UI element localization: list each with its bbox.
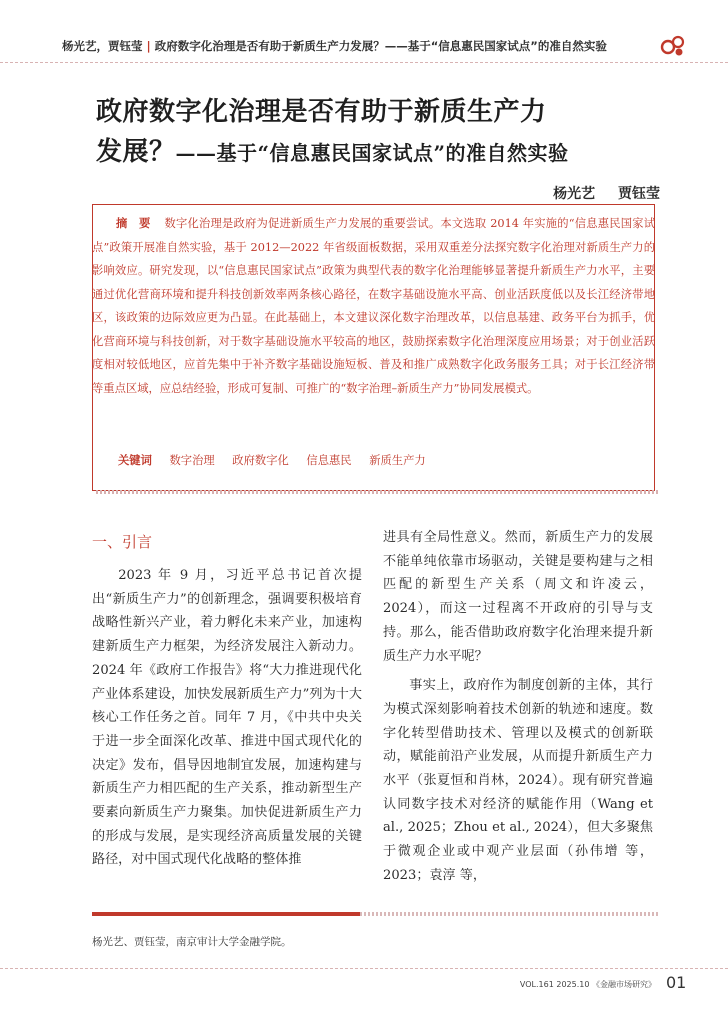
abstract: [92, 212, 655, 400]
divider-accent: [92, 912, 360, 916]
header-authors: 杨光艺，贾钰莹: [62, 39, 143, 53]
author-affiliation: 杨光艺、贾钰莹，南京审计大学金融学院。: [92, 936, 292, 948]
keywords: [118, 452, 440, 468]
running-header: [62, 38, 662, 54]
footnote-divider: [92, 912, 660, 916]
paragraph: 进具有全局性意义。然而，新质生产力的发展不能单纯依靠市场驱动，关键是要构建与之相匹配的新型生产关系（周文和许凌云，2024），而这一过程离不开政府的引导与支持。那么，能否借助政府数字化治理来提升新质生产力水平呢？: [383, 530, 653, 664]
header-rule: [0, 62, 728, 63]
abstract-frame-shadow: [96, 490, 658, 494]
paper-title: [96, 92, 696, 173]
abstract-body: 数字化治理是政府为促进新质生产力发展的重要尝试。本文选取 2014 年实施的“信息惠民国家试点”政策开展准自然实验，基于 2012—2022 年省级面板数据，采用双重差分法探究数字化治理对新质生产力的影响效应。研究发现，以“信息惠民国家试点”政策为典型代表的数字化治理能够显著提升新质生产力水平，主要通过优化营商环境和提升科技创新效率两条核心路径，在数字基础设施水平高、创业活跃度低以及长江经济带地区，该政策的边际效应更为凸显。在此基础上，本文建议深化数字治理改革，以信息基建、政务平台为抓手，优化营商环境与科技创新，对于数字基础设施水平较高的地区，鼓励探索数字化治理深度应用场景；对于创业活跃度相对较低地区，应首先集中于补齐数字基础设施短板、普及和推广成熟数字化政务服务工具；对于长江经济带等重点区域，应总结经验，形成可复制、可推广的“数字治理–新质生产力”协同发展模式。: [92, 217, 655, 395]
journal-footer: VOL.161 2025.10 《金融市场研究》: [519, 980, 656, 989]
author-list: [535, 183, 660, 203]
keyword: 数字治理: [169, 454, 215, 467]
keyword: 政府数字化: [232, 454, 289, 467]
section-heading-introduction: 一、引言: [92, 533, 153, 551]
keywords-label: 关键词: [118, 453, 152, 467]
title-subtitle: ——基于“信息惠民国家试点”的准自然实验: [175, 141, 569, 165]
author-name: 贾钰莹: [618, 186, 660, 202]
paragraph: 2023 年 9 月，习近平总书记首次提出“新质生产力”的创新理念，强调要积极培育战略性新兴产业，着力孵化未来产业，加速构建新质生产力框架，为经济发展注入新动力。2024 年《政府工作报告》将“大力推进现代化产业体系建设，加快发展新质生产力”列为十大核心工作任务之首。同年 7 月，《中共中央关于进一步全面深化改革、推进中国式现代化的决定》发布，倡导因地制宜发展，加速构建与新质生产力相匹配的生产关系，推动新型生产要素向新质生产力聚集。加快促进新质生产力的形成与发展，是实现经济高质量发展的关键路径，对中国式现代化战略的整体推: [92, 568, 362, 868]
header-separator: |: [146, 39, 151, 53]
paragraph: 事实上，政府作为制度创新的主体，其行为模式深刻影响着技术创新的轨迹和速度。数字化转型借助技术、管理以及模式的创新联动，赋能前沿产业发展，从而提升新质生产力水平（张夏恒和肖林，2024）。现有研究普遍认同数字技术对经济的赋能作用（Wang et al., 2025；Zhou et al., 2024），但大多聚焦于微观企业或中观产业层面（孙伟增 等，2023；袁淳 等，: [383, 678, 653, 883]
keyword: 信息惠民: [306, 454, 352, 467]
title-line1: 政府数字化治理是否有助于新质生产力: [96, 97, 547, 127]
page-number: 01: [666, 973, 687, 992]
journal-logo-icon: [660, 34, 686, 58]
divider-dots: [360, 912, 660, 916]
title-line2-main: 发展？: [96, 137, 176, 167]
right-column: [383, 526, 653, 888]
abstract-label: 摘 要: [116, 216, 151, 230]
title-line2: [96, 132, 696, 173]
footer-rule: [0, 968, 728, 969]
keyword: 新质生产力: [369, 454, 426, 467]
left-column: [92, 564, 362, 872]
author-name: 杨光艺: [553, 186, 596, 202]
header-running-title: 政府数字化治理是否有助于新质生产力发展？——基于“信息惠民国家试点”的准自然实验: [154, 39, 607, 53]
